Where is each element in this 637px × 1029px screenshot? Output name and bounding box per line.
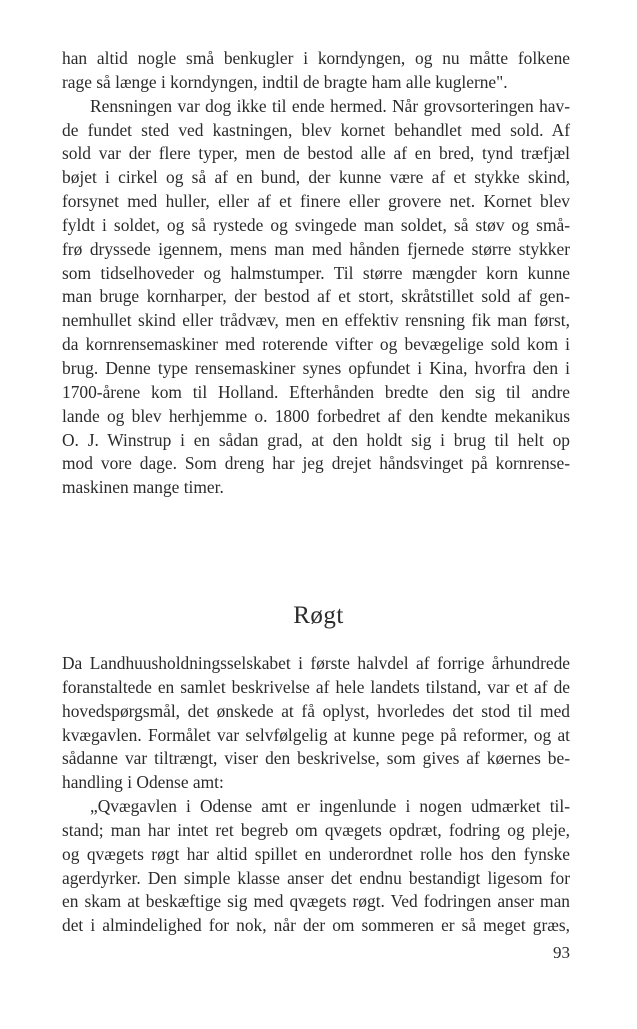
text-line: rage så længe i korndyngen, indtil de bragte ham alle kuglerne". xyxy=(62,71,508,92)
text-line: frø dryssede igennem, mens man med hånden fjernede større stykker xyxy=(62,238,570,259)
text-line: bøjet i cirkel og så af en bund, der kunne være af et stykke skind, xyxy=(62,167,570,188)
text-line: lande og blev herhjemme o. 1800 forbedret af den kendte mekanikus xyxy=(62,405,570,426)
text-line: han altid nogle små benkugler i korndyngen, og nu måtte folkene xyxy=(62,48,570,68)
text-line: foranstaltede en samlet beskrivelse af hele landets tilstand, var et af de xyxy=(62,676,570,697)
text-line: kvægavlen. Formålet var selvfølgelig at kunne pege på reformer, og at xyxy=(62,724,570,745)
text-line: forsynet med huller, eller af et finere eller grovere net. Kornet blev xyxy=(62,191,570,212)
text-line: sådanne var tiltrængt, viser den beskrivelse, som gives af køernes be- xyxy=(62,748,570,769)
text-block-bottom xyxy=(62,652,570,938)
text-line: sold var der flere typer, men de bestod alle af en bred, tynd træfjæl xyxy=(62,143,570,164)
text-line: fyldt i soldet, og så rystede og svingede man soldet, så støv og små- xyxy=(62,214,570,235)
text-line: „Qvægavlen i Odense amt er ingenlunde i nogen udmærket til- xyxy=(90,796,570,817)
text-line: Rensningen var dog ikke til ende hermed. Når grovsorteringen hav- xyxy=(90,95,570,116)
section-heading: Røgt xyxy=(293,602,344,629)
text-line: Da Landhuusholdningsselskabet i første halvdel af forrige århundrede xyxy=(62,653,570,673)
text-line: mod vore dage. Som dreng har jeg drejet håndsvinget på kornrense- xyxy=(62,453,570,474)
text-block-top xyxy=(62,47,570,500)
text-line: som tidselhoveder og halmstumper. Til større mængder korn kunne xyxy=(62,262,570,283)
text-line: de fundet sted ved kastningen, blev kornet behandlet med sold. Af xyxy=(62,119,570,140)
text-line: og qvægets røgt har altid spillet en underordnet rolle hos den fynske xyxy=(62,843,570,864)
text-line: maskinen mange timer. xyxy=(62,477,224,498)
text-line: da kornrensemaskiner med roterende vifter og bevægelige sold kom i xyxy=(62,334,570,355)
text-line: en skam at beskæftige sig med qvægets røgt. Ved fodringen anser man xyxy=(62,891,570,912)
text-line: man bruge kornharper, der bestod af et stort, skråtstillet sold af gen- xyxy=(62,286,570,307)
text-line: det i almindelighed for nok, når der om sommeren er så meget græs, xyxy=(62,915,570,936)
text-line: nemhullet skind eller trådvæv, men en effektiv rensning fik man først, xyxy=(62,310,570,331)
text-line: agerdyrker. Den simple klasse anser det endnu bestandigt ligesom for xyxy=(62,867,570,888)
text-line: O. J. Winstrup i en sådan grad, at den holdt sig i brug til helt op xyxy=(62,429,570,450)
text-line: hovedspørgsmål, det ønskede at få oplyst, hvorledes det stod til med xyxy=(62,700,570,721)
text-line: 1700-årene kom til Holland. Efterhånden bredte den sig til andre xyxy=(62,381,570,402)
text-line: brug. Denne type rensemaskiner synes opfundet i Kina, hvorfra den i xyxy=(62,357,570,378)
text-line: stand; man har intet ret begreb om qvægets opdræt, fodring og pleje, xyxy=(62,819,570,840)
text-line: handling i Odense amt: xyxy=(62,772,224,793)
page-number: 93 xyxy=(553,943,570,962)
